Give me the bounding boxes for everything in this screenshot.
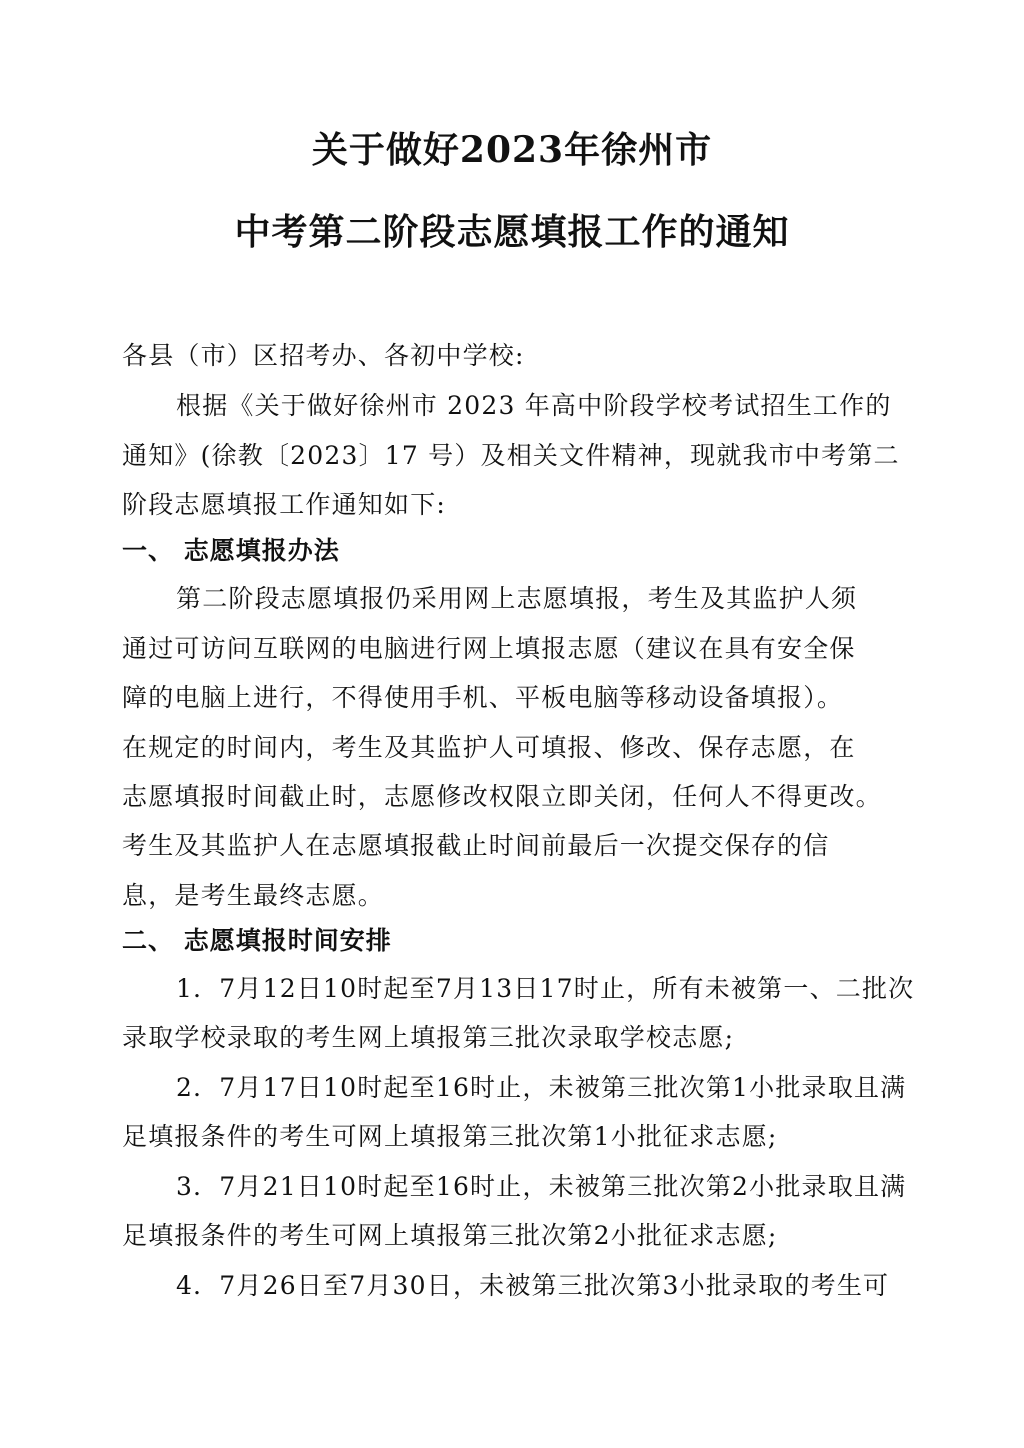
schedule-item: 3．7月21日10时起至16时止，未被第三批次第2小批录取且满 [176, 1172, 907, 1201]
section-1-line: 考生及其监护人在志愿填报截止时间前最后一次提交保存的信 [122, 831, 830, 860]
section-1-line: 通过可访问互联网的电脑进行网上填报志愿（建议在具有安全保 [122, 634, 856, 663]
addressee: 各县（市）区招考办、各初中学校: [122, 341, 525, 370]
intro-line: 通知》(徐教〔2023〕17 号）及相关文件精神，现就我市中考第二 [122, 441, 900, 470]
section-1-line: 志愿填报时间截止时，志愿修改权限立即关闭，任何人不得更改。 [122, 782, 882, 811]
intro-line: 根据《关于做好徐州市 2023 年高中阶段学校考试招生工作的 [176, 391, 892, 420]
schedule-item: 4．7月26日至7月30日，未被第三批次第3小批录取的考生可 [176, 1271, 890, 1300]
section-1-line: 在规定的时间内，考生及其监护人可填报、修改、保存志愿，在 [122, 733, 856, 762]
schedule-item: 足填报条件的考生可网上填报第三批次第1小批征求志愿; [122, 1122, 778, 1151]
schedule-item: 1．7月12日10时起至7月13日17时止，所有未被第一、二批次 [176, 974, 915, 1003]
schedule-item: 足填报条件的考生可网上填报第三批次第2小批征求志愿; [122, 1221, 778, 1250]
schedule-item: 2．7月17日10时起至16时止，未被第三批次第1小批录取且满 [176, 1073, 907, 1102]
intro-line: 阶段志愿填报工作通知如下: [122, 490, 447, 519]
section-1-heading: 一、 志愿填报办法 [122, 536, 340, 565]
section-1-line: 息，是考生最终志愿。 [122, 881, 385, 910]
section-2-heading: 二、 志愿填报时间安排 [122, 926, 392, 955]
section-1-line: 障的电脑上进行，不得使用手机、平板电脑等移动设备填报）。 [122, 683, 844, 712]
document-title-line-1: 关于做好2023年徐州市 [311, 129, 713, 171]
document-title-line-2: 中考第二阶段志愿填报工作的通知 [234, 211, 790, 253]
section-1-line: 第二阶段志愿填报仍采用网上志愿填报，考生及其监护人须 [176, 584, 858, 613]
schedule-item: 录取学校录取的考生网上填报第三批次录取学校志愿; [122, 1023, 735, 1052]
